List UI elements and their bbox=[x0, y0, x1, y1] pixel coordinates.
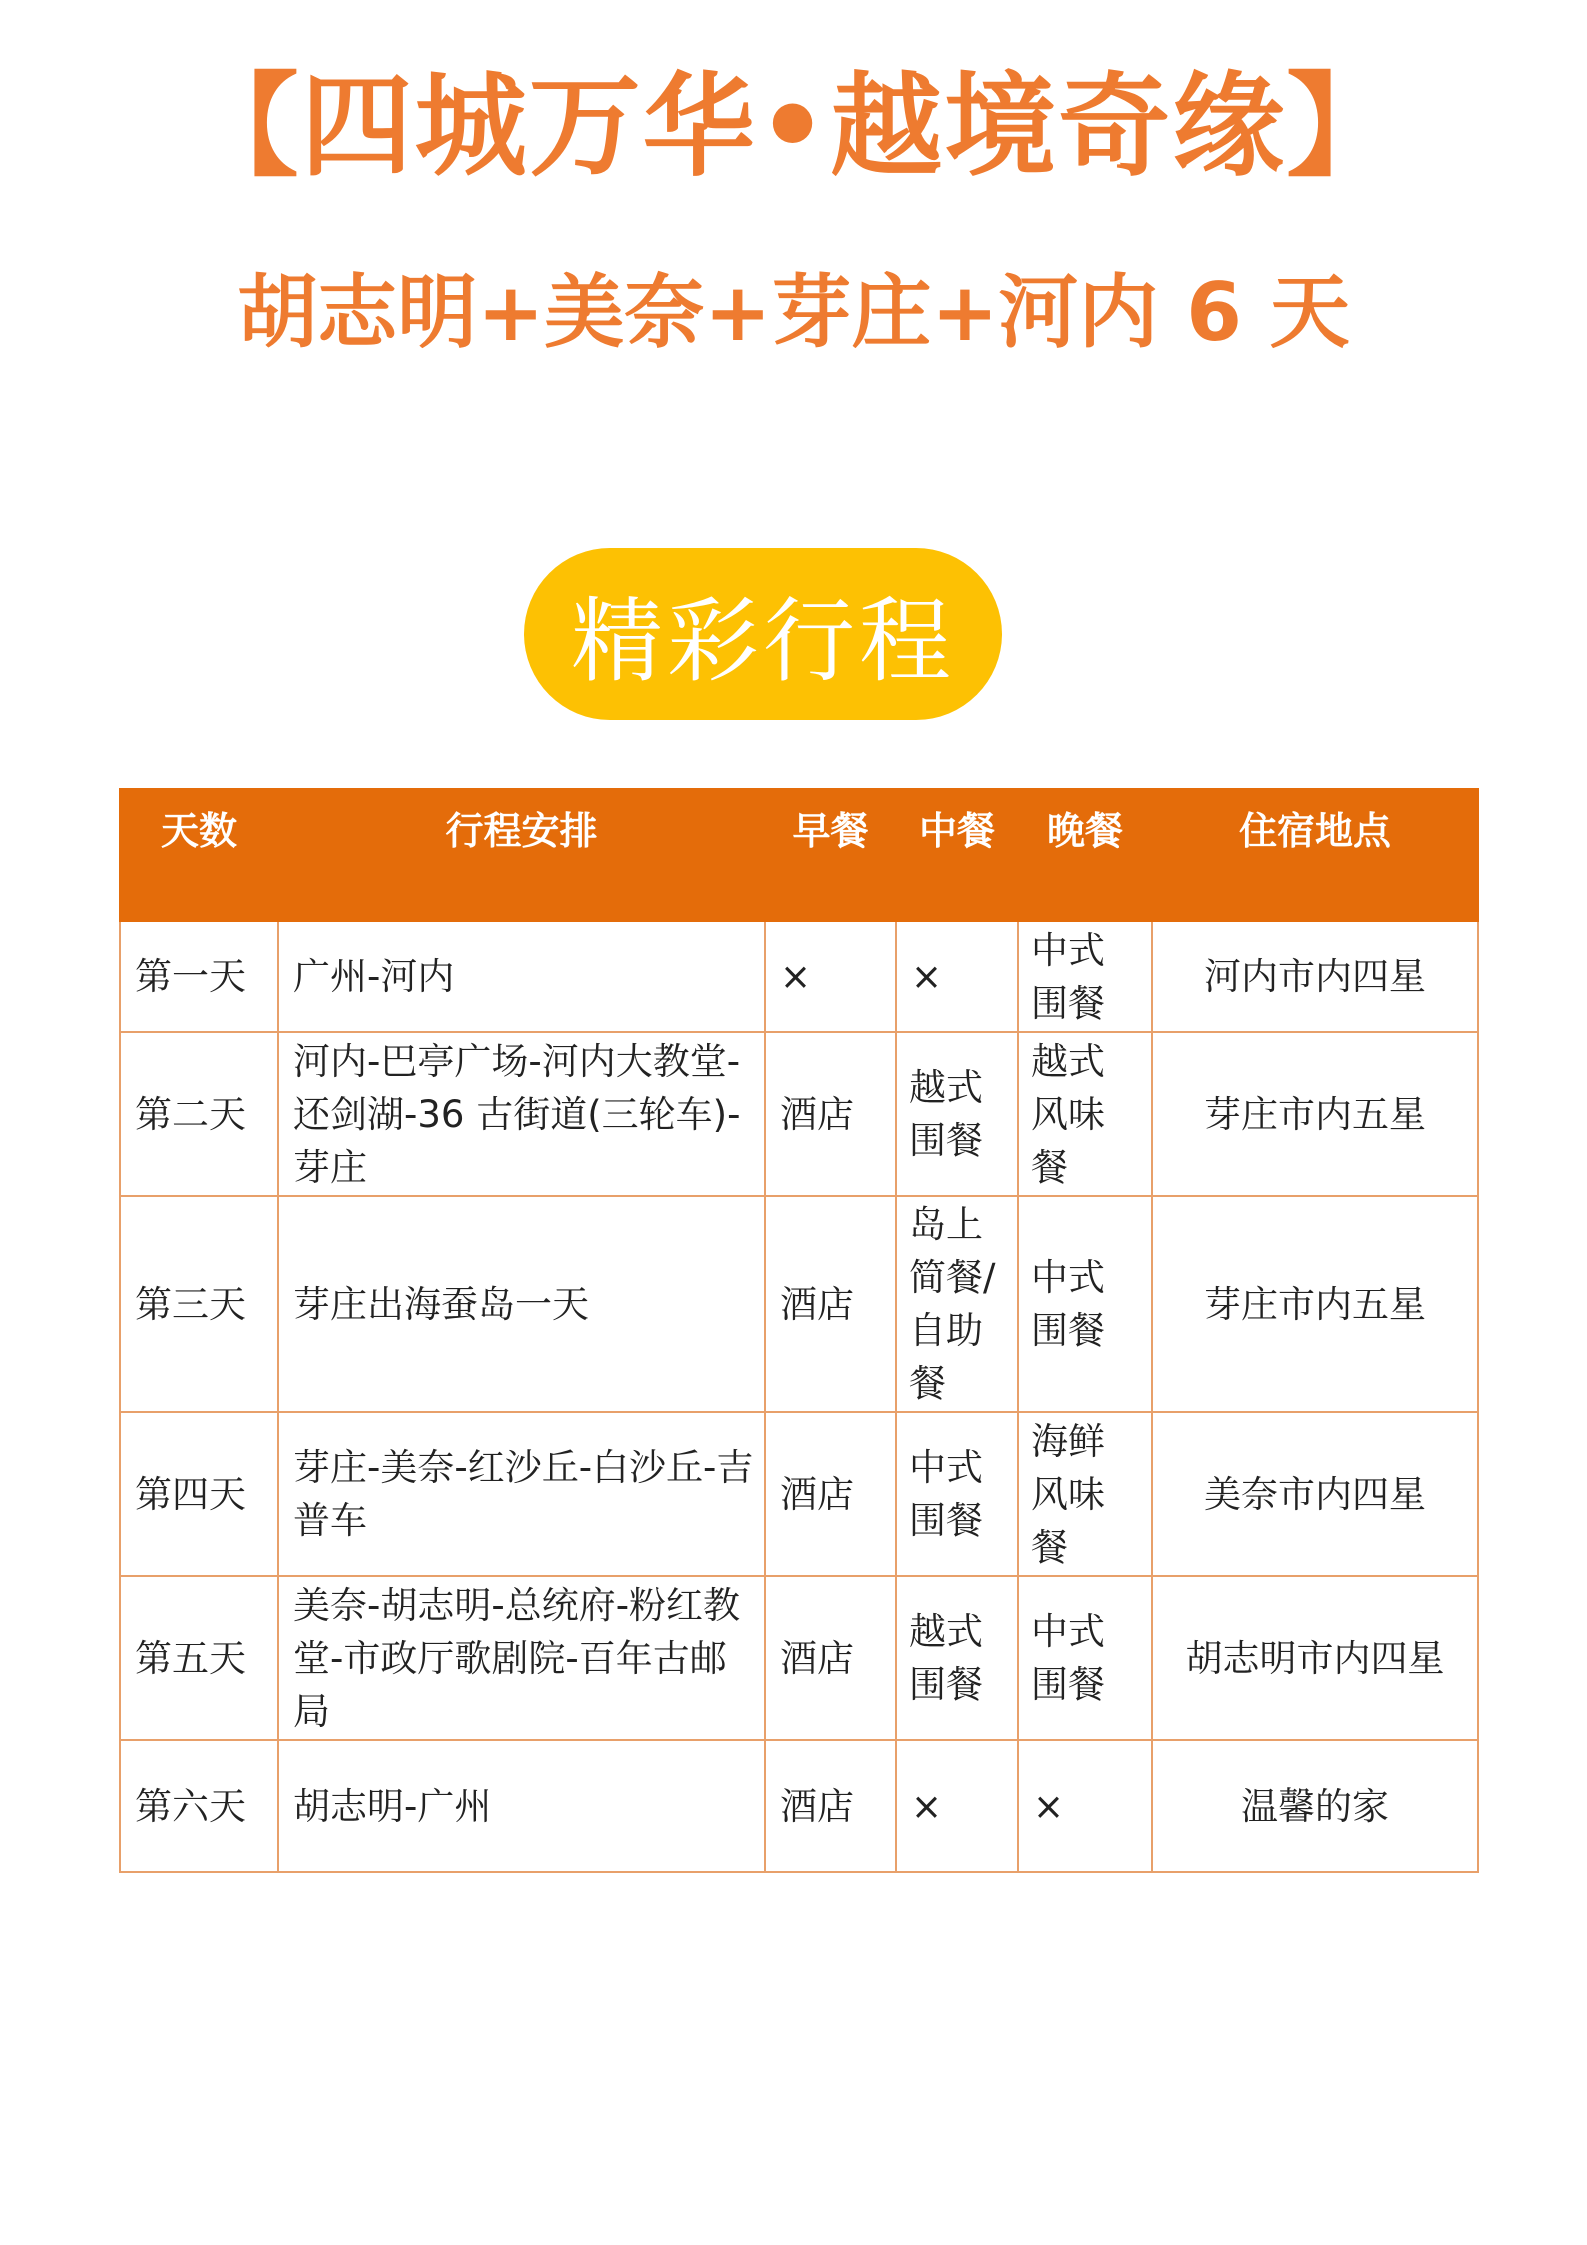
table-row bbox=[120, 1576, 1478, 1740]
dinner-cell: 越式风味餐 bbox=[1018, 1032, 1152, 1196]
dinner-cell: 海鲜风味餐 bbox=[1018, 1412, 1152, 1576]
lunch-cell: 越式围餐 bbox=[896, 1032, 1018, 1196]
day-cell: 第二天 bbox=[120, 1032, 278, 1196]
day-cell: 第六天 bbox=[120, 1740, 278, 1872]
hotel-cell: 芽庄市内五星 bbox=[1152, 1196, 1478, 1412]
day-cell: 第四天 bbox=[120, 1412, 278, 1576]
lunch-cell: 岛上简餐/自助餐 bbox=[896, 1196, 1018, 1412]
section-badge-label: 精彩行程 bbox=[570, 588, 955, 695]
breakfast-cell: 酒店 bbox=[765, 1576, 896, 1740]
header-day: 天数 bbox=[120, 789, 278, 921]
page-title: 【四城万华•越境奇缘】 bbox=[186, 62, 1401, 192]
breakfast-cell: 酒店 bbox=[765, 1740, 896, 1872]
itinerary-table bbox=[119, 788, 1479, 1873]
header-breakfast: 早餐 bbox=[765, 789, 896, 921]
day-cell: 第一天 bbox=[120, 921, 278, 1032]
breakfast-cell: 酒店 bbox=[765, 1032, 896, 1196]
table-row bbox=[120, 1196, 1478, 1412]
section-badge bbox=[524, 548, 1002, 720]
breakfast-cell: 酒店 bbox=[765, 1196, 896, 1412]
route-cell: 芽庄出海蚕岛一天 bbox=[278, 1196, 765, 1412]
dinner-cell: 中式围餐 bbox=[1018, 1576, 1152, 1740]
lunch-cell: 越式围餐 bbox=[896, 1576, 1018, 1740]
route-cell: 美奈-胡志明-总统府-粉红教堂-市政厅歌剧院-百年古邮局 bbox=[278, 1576, 765, 1740]
day-cell: 第五天 bbox=[120, 1576, 278, 1740]
breakfast-cell: 酒店 bbox=[765, 1412, 896, 1576]
hotel-cell: 胡志明市内四星 bbox=[1152, 1576, 1478, 1740]
lunch-cell: × bbox=[896, 1740, 1018, 1872]
hotel-cell: 美奈市内四星 bbox=[1152, 1412, 1478, 1576]
table-row bbox=[120, 1032, 1478, 1196]
lunch-cell: × bbox=[896, 921, 1018, 1032]
route-cell: 芽庄-美奈-红沙丘-白沙丘-吉普车 bbox=[278, 1412, 765, 1576]
hotel-cell: 芽庄市内五星 bbox=[1152, 1032, 1478, 1196]
route-cell: 广州-河内 bbox=[278, 921, 765, 1032]
header-dinner: 晚餐 bbox=[1018, 789, 1152, 921]
route-cell: 胡志明-广州 bbox=[278, 1740, 765, 1872]
header-hotel: 住宿地点 bbox=[1152, 789, 1478, 921]
dinner-cell: 中式围餐 bbox=[1018, 921, 1152, 1032]
dinner-cell: × bbox=[1018, 1740, 1152, 1872]
table-row bbox=[120, 1740, 1478, 1872]
header-route: 行程安排 bbox=[278, 789, 765, 921]
table-row bbox=[120, 921, 1478, 1032]
breakfast-cell: × bbox=[765, 921, 896, 1032]
table-row bbox=[120, 1412, 1478, 1576]
dinner-cell: 中式围餐 bbox=[1018, 1196, 1152, 1412]
lunch-cell: 中式围餐 bbox=[896, 1412, 1018, 1576]
hotel-cell: 温馨的家 bbox=[1152, 1740, 1478, 1872]
hotel-cell: 河内市内四星 bbox=[1152, 921, 1478, 1032]
table-header-row bbox=[120, 789, 1478, 921]
route-cell: 河内-巴亭广场-河内大教堂-还剑湖-36 古街道(三轮车)-芽庄 bbox=[278, 1032, 765, 1196]
page-subtitle: 胡志明+美奈+芽庄+河内 6 天 bbox=[237, 266, 1350, 359]
day-cell: 第三天 bbox=[120, 1196, 278, 1412]
header-lunch: 中餐 bbox=[896, 789, 1018, 921]
